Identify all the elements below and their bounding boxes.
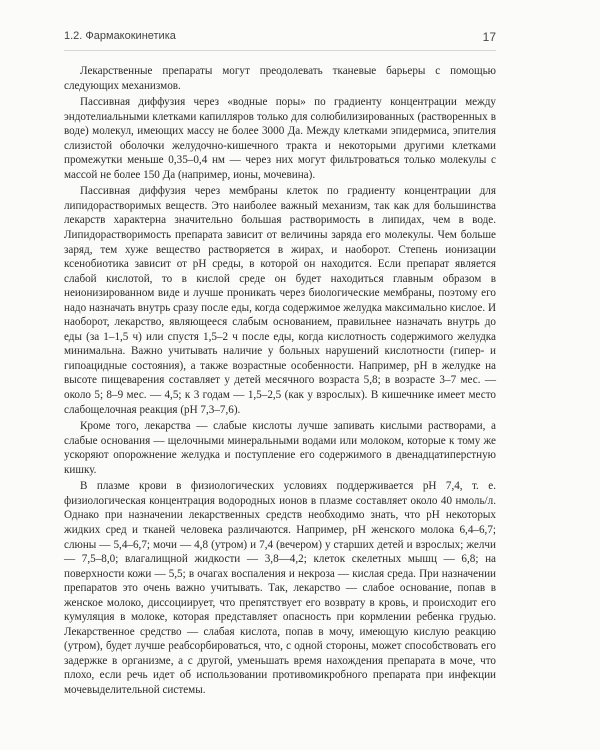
paragraph-intro: Лекарственные препараты могут преодолевать тканевые барьеры с помощью следующих механизмов. [64,65,496,92]
header-divider [64,50,496,51]
paragraph-plasma-ph: В плазме крови в физиологических условиях поддерживается pH 7,4, т. е. физиологическая концентрация водородных ионов в плазме составляет около 40 нмоль/л. Однако при назначении лекарственных средств необходимо знать, что pH некоторых жидких сред и тканей человека различаются. Например, pH женского молока 6,4–6,7; слюны — 5,4–6,7; мочи — 4,8 (утром) и 7,4 (вечером) у старших детей и взрослых; желчи — 7,5–8,0; влагалищной жидкости — 3,8—4,2; клеток скелетных мышц — 6,8; на поверхности кожи — 5,5; в очагах воспаления и некроза — кислая среда. При назначении препаратов это очень важно учитывать. Так, лекарство — слабое основание, попав в женское молоко, диссоциирует, что препятствует его возврату в кровь, и происходит его кумуляция в молоке, которая представляет опасность при кормлении ребенка грудью. Лекарственное средство — слабая кислота, попав в мочу, имеющую кислую реакцию (утром), будет лучше реабсорбироваться, что, с одной стороны, может способствовать его задержке в организме, а с другой, уменьшать время нахождения препарата в моче, что плохо, если речь идет об использовании противомикробного препарата при инфекции мочевыделительной системы. [64,480,496,696]
body-text [64,64,496,698]
page-number: 17 [482,30,496,44]
running-header [64,30,496,46]
paragraph-drinking-advice: Кроме того, лекарства — слабые кислоты лучше запивать кислыми растворами, а слабые основания — щелочными минеральными водами или молоком, которые к тому же ускоряют опорожнение желудка и поступление его содержимого в двенадцатиперстную кишку. [64,420,496,476]
paragraph-water-pores: Пассивная диффузия через «водные поры» по градиенту концентрации между эндотелиальными клетками капилляров только для солюбилизированных (растворенных в воде) молекул, имеющих массу не более 3000 Да. Между клетками эпидермиса, эпителия слизистой оболочки желудочно-кишечного тракта и некоторыми другими клетками промежутки меньше 0,35–0,4 нм — через них могут фильтроваться только молекулы с массой не более 150 Да (например, ионы, мочевина). [64,96,496,181]
paragraph-membrane-diffusion: Пассивная диффузия через мембраны клеток по градиенту концентрации для липидорастворимых веществ. Это наиболее важный механизм, так как для большинства лекарств характерна значительно большая растворимость в липидах, чем в воде. Липидорастворимость препарата зависит от величины заряда его молекулы. Чем больше заряд, тем хуже вещество растворяется в жирах, и наоборот. Степень ионизации ксенобиотика зависит от pH среды, в которой он находится. Если препарат является слабой кислотой, то в кислой среде он будет находиться главным образом в неионизированном виде и лучше проникать через биологические мембраны, поэтому его надо назначать внутрь сразу после еды, когда содержимое желудка максимально кислое. И наоборот, лекарство, являющееся слабым основанием, правильнее назначать внутрь до еды (за 1–1,5 ч) или спустя 1,5–2 ч после еды, когда кислотность содержимого желудка минимальна. Важно учитывать наличие у больных нарушений кислотности (гипер- и гипоацидные состояния), а также возрастные особенности. Например, pH в желудке на высоте пищеварения составляет у детей месячного возраста 5,8; в возрасте 3–7 мес. — около 5; 8–9 мес. — 4,5; к 3 годам — 1,5–2,5 (как у взрослых). В кишечнике имеет место слабощелочная реакция (pH 7,3–7,6). [64,185,496,416]
section-title: 1.2. Фармакокинетика [64,30,176,42]
